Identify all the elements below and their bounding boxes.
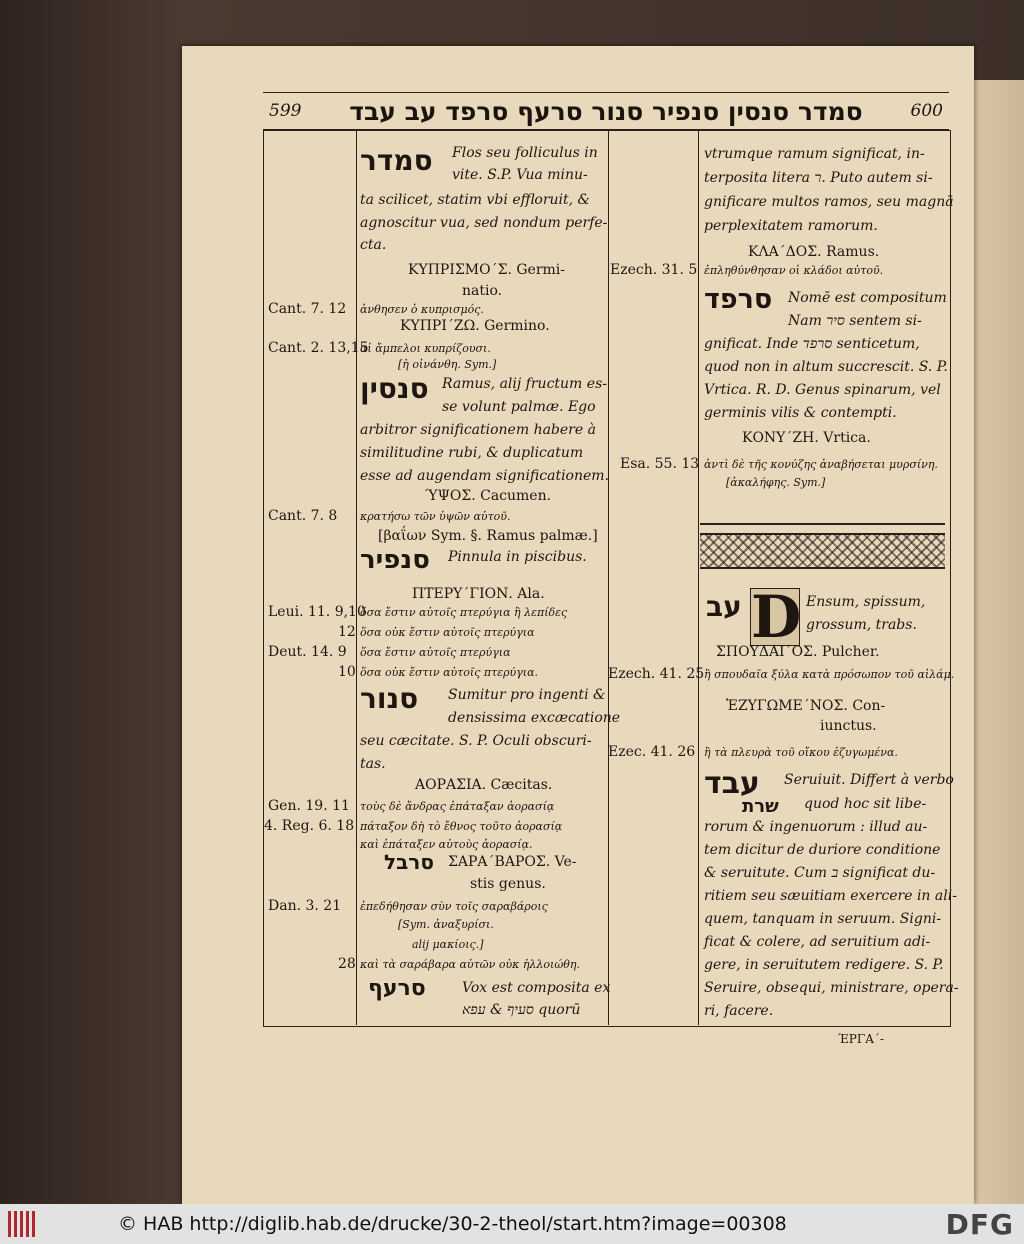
- entry-text: perplexitatem ramorum.: [704, 218, 878, 234]
- entry-text: quem, tanquam in seruum. Signi-: [704, 911, 942, 927]
- entry-text: arbitror significationem habere à: [360, 422, 596, 438]
- headword-hebrew: סנור: [360, 682, 419, 715]
- entry-text: Pinnula in piscibus.: [448, 549, 587, 565]
- verse-reference: Deut. 14. 9: [268, 644, 347, 660]
- decorative-ornament-band: [700, 533, 945, 569]
- entry-text: ta scilicet, statim vbi effloruit, &: [360, 192, 591, 208]
- entry-text: agnoscitur vua, sed nondum perfe-: [360, 215, 608, 231]
- verse-reference: Leui. 11. 9,10: [268, 604, 366, 620]
- verse-reference: 12: [338, 624, 356, 640]
- column-divider: [608, 130, 609, 1025]
- verse-reference: 4. Reg. 6. 18: [264, 818, 355, 834]
- verse-reference: Ezech. 41. 25: [608, 666, 705, 682]
- headword-hebrew-secondary: שרת: [742, 796, 779, 817]
- dfg-logo: DFG: [945, 1207, 1014, 1241]
- verse-reference: 28: [338, 956, 356, 972]
- greek-quote: ἀνθησεν ὁ κυπρισμός.: [360, 303, 484, 316]
- entry-text: ri, facere.: [704, 1003, 774, 1019]
- running-head: סמדר סנסין סנפיר סנור סרעף סרפד עב עבד: [349, 96, 863, 126]
- greek-quote: ἀντὶ δὲ τῆς κονύζης ἀναβήσεται μυρσίνη.: [704, 458, 938, 471]
- ornament-rule: [700, 523, 945, 525]
- page-number-left: 599: [269, 101, 302, 121]
- greek-gloss: natio.: [462, 283, 503, 299]
- entry-text: Nomē est compositum: [788, 290, 947, 306]
- ref-column-rule-right: [698, 130, 699, 1025]
- greek-gloss: ΚΟΝΥ΄ΖΗ. Vrtica.: [742, 430, 871, 446]
- verse-reference: Gen. 19. 11: [268, 798, 350, 814]
- greek-quote: τοὺς δὲ ἄνδρας ἐπάταξαν ἀορασίᾳ: [360, 800, 555, 813]
- entry-text: gere, in seruitutem redigere. S. P.: [704, 957, 944, 973]
- entry-text: rorum & ingenuorum : illud au-: [704, 819, 928, 835]
- greek-gloss: ΚΥΠΡΙΣΜΟ΄Σ. Germi-: [408, 262, 566, 278]
- catchword: ΈΡΓΑ΄-: [838, 1032, 884, 1046]
- entry-text: Vox est composita ex: [462, 980, 611, 996]
- entry-text: Seruire, obsequi, ministrare, opera-: [704, 980, 959, 996]
- verse-reference: Cant. 7. 8: [268, 508, 338, 524]
- greek-quote: ὅσα ἔστιν αὐτοῖς πτερύγια ἢ λεπίδες: [360, 606, 568, 619]
- entry-text: terposita litera ר. Puto autem si-: [704, 170, 933, 186]
- headword-hebrew: סנפיר: [360, 545, 430, 575]
- greek-gloss: ΚΛΑ΄ΔΟΣ. Ramus.: [748, 244, 880, 260]
- adjacent-page-edge: [974, 80, 1024, 1204]
- entry-text: Vrtica. R. D. Genus spinarum, vel: [704, 382, 941, 398]
- entry-text: tas.: [360, 756, 386, 772]
- entry-text: סעיף & עפא quorū: [462, 1002, 581, 1018]
- entry-text: vtrumque ramum significat, in-: [704, 146, 925, 162]
- ref-column-rule-left: [356, 130, 357, 1025]
- greek-quote: κρατήσω τῶν ὑψῶν αὐτοῦ.: [360, 510, 511, 523]
- verse-reference: Ezec. 41. 26: [608, 744, 696, 760]
- greek-quote: alij μακίοις.]: [412, 938, 484, 951]
- copyright-link[interactable]: © HAB http://diglib.hab.de/drucke/30-2-theol/start.htm?image=00308: [118, 1213, 787, 1235]
- hab-logo-icon: [8, 1211, 40, 1237]
- entry-text: se volunt palmæ. Ego: [442, 399, 596, 415]
- entry-text: quod hoc sit libe-: [804, 796, 927, 812]
- verse-reference: Esa. 55. 13: [620, 456, 700, 472]
- verse-reference: Cant. 7. 12: [268, 301, 347, 317]
- greek-quote: ἐπεδήθησαν σὺν τοῖς σαραβάροις: [360, 900, 548, 913]
- entry-text: tem dicitur de duriore conditione: [704, 842, 941, 858]
- greek-gloss: ΎΨΟΣ. Cacumen.: [425, 488, 552, 504]
- headword-hebrew: סרבל: [384, 850, 434, 874]
- headword-hebrew: סנסין: [360, 372, 429, 405]
- entry-text: Flos seu folliculus in: [452, 145, 598, 161]
- page-number-right: 600: [910, 101, 943, 121]
- greek-quote: [Sym. ἀναξυρίσι.: [398, 918, 494, 931]
- entry-text: cta.: [360, 237, 387, 253]
- greek-gloss: ΑΟΡΑΣΙΑ. Cæcitas.: [415, 777, 553, 793]
- greek-quote: [ἠ οἰνάνθη. Sym.]: [398, 358, 497, 371]
- entry-text: germinis vilis & contempti.: [704, 405, 897, 421]
- greek-quote: [βαΐων Sym. §. Ramus palmæ.]: [378, 528, 598, 544]
- greek-gloss: iunctus.: [820, 718, 877, 734]
- headword-hebrew: סרפד: [704, 284, 773, 315]
- entry-text: esse ad augendam significationem.: [360, 468, 610, 484]
- greek-quote: αἱ ἄμπελοι κυπρίζουσι.: [360, 342, 491, 355]
- entry-text: vite. S.P. Vua minu-: [452, 167, 588, 183]
- greek-quote: ὅσα ἔστιν αὐτοῖς πτερύγια: [360, 646, 511, 659]
- entry-text: Seruiuit. Differt à verbo: [784, 772, 954, 788]
- greek-quote: ὅσα οὐκ ἔστιν αὐτοῖς πτερύγια: [360, 626, 535, 639]
- greek-quote: ὅσα οὐκ ἔστιν αὐτοῖς πτερύγια.: [360, 666, 539, 679]
- greek-quote: καὶ ἐπάταξεν αὐτοὺς ἀορασίᾳ.: [360, 838, 533, 851]
- entry-text: gnificare multos ramos, seu magnā: [704, 194, 954, 210]
- verse-reference: 10: [338, 664, 356, 680]
- entry-text: Nam סיר sentem si-: [788, 313, 922, 329]
- greek-gloss: ΣΑΡΑ΄ΒΑΡΟΣ. Ve-: [448, 854, 577, 870]
- entry-text: Ramus, alij fructum es-: [442, 376, 607, 392]
- greek-gloss: ΚΥΠΡΙ΄ΖΩ. Germino.: [400, 318, 550, 334]
- greek-quote: ἐπληθύνθησαν οἱ κλάδοι αὐτοῦ.: [704, 264, 884, 277]
- greek-quote: ἢ σπουδαῖα ξύλα κατὰ πρόσωπον τοῦ αἰλάμ.: [704, 668, 955, 681]
- headword-hebrew: עבד: [704, 766, 760, 801]
- greek-gloss: ΠΤΕΡΥ΄ΓΙΟΝ. Ala.: [412, 586, 545, 602]
- headword-hebrew: עב: [706, 590, 742, 623]
- entry-text: gnificat. Inde סרפד senticetum,: [704, 336, 920, 352]
- greek-gloss: ἘΖΥΓΩΜΕ΄ΝΟΣ. Con-: [726, 698, 886, 714]
- verse-reference: Dan. 3. 21: [268, 898, 342, 914]
- entry-text: ritiem seu sæuitiam exercere in ali-: [704, 888, 957, 904]
- entry-text: & seruitute. Cum ב significat du-: [704, 865, 936, 881]
- verse-reference: Cant. 2. 13,15: [268, 340, 369, 356]
- entry-text: seu cæcitate. S. P. Oculi obscuri-: [360, 733, 592, 749]
- greek-gloss: stis genus.: [470, 876, 546, 892]
- greek-gloss: ΣΠΟΥΔΑΙ΄ΟΣ. Pulcher.: [716, 644, 880, 660]
- entry-text: ficat & colere, ad seruitium adi-: [704, 934, 931, 950]
- viewer-footer: [0, 1204, 1024, 1244]
- headword-hebrew: סרעף: [368, 976, 426, 1001]
- verse-reference: Ezech. 31. 5: [610, 262, 698, 278]
- entry-text: quod non in altum succrescit. S. P.: [704, 359, 948, 375]
- greek-quote: πάταξον δὴ τὸ ἔθνος τοῦτο ἀορασίᾳ: [360, 820, 563, 833]
- entry-text: densissima excæcatione: [448, 710, 621, 726]
- entry-text: Sumitur pro ingenti &: [448, 687, 606, 703]
- headword-hebrew: סמדר: [360, 144, 433, 177]
- greek-quote: ἢ τὰ πλευρὰ τοῦ οἴκου ἐζυγωμένα.: [704, 746, 898, 759]
- greek-quote: [ἀκαλήφης. Sym.]: [726, 476, 826, 489]
- decorated-initial: D: [751, 583, 802, 651]
- running-header: [263, 92, 949, 131]
- entry-text: Ensum, spissum,: [806, 594, 926, 610]
- entry-text: similitudine rubi, & duplicatum: [360, 445, 584, 461]
- entry-text: grossum, trabs.: [806, 617, 917, 633]
- greek-quote: καὶ τὰ σαράβαρα αὐτῶν οὐκ ἠλλοιώθη.: [360, 958, 580, 971]
